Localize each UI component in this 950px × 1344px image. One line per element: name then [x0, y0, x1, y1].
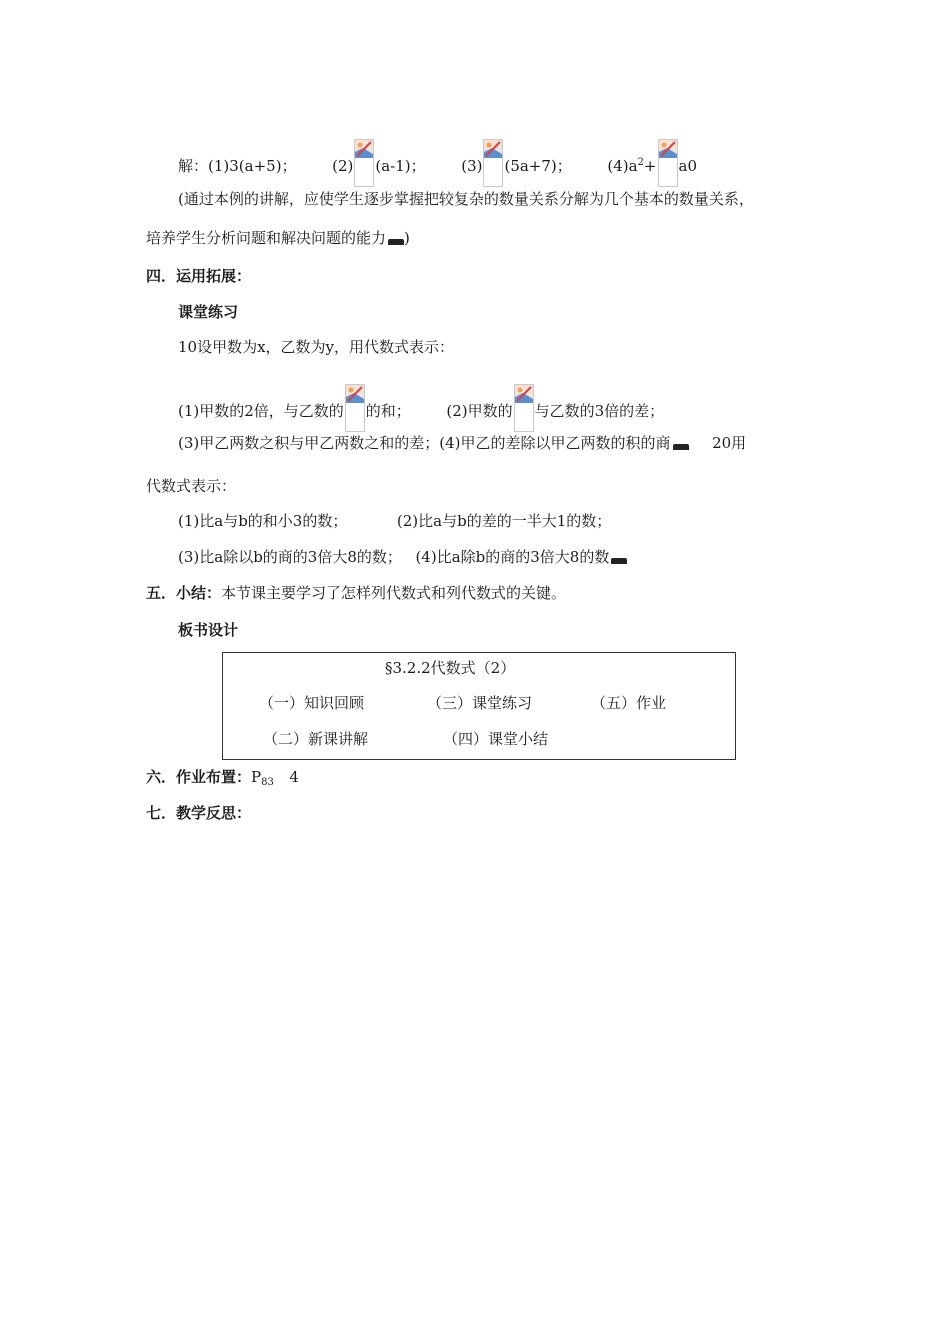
solution-part-2: (a-1)； [375, 157, 426, 175]
q2-1: (1)比a与b的和小3的数； [178, 512, 348, 530]
board-design-box [222, 652, 736, 760]
question-1-parts-ab [178, 384, 664, 432]
broken-image-icon [483, 139, 503, 187]
homework-page-prefix: P [251, 768, 262, 786]
board-item-2: （二）新课讲解 [263, 730, 369, 748]
solution-part-2-prefix: (2) [332, 157, 354, 175]
end-mark-icon [673, 444, 689, 450]
homework-page-number: 83 [261, 777, 274, 788]
board-title: §3.2.2代数式（2） [385, 659, 516, 677]
section-6-line [146, 767, 299, 793]
homework-exercise-number: 4 [289, 768, 299, 786]
solution-part-4-prefix: (4)a [607, 157, 638, 175]
board-item-4: （四）课堂小结 [443, 730, 549, 748]
note-line-1: (通过本例的讲解，应使学生逐步掌握把较复杂的数量关系分解为几个基本的数量关系， [178, 190, 754, 208]
q1-b-tail: 与乙数的3倍的差； [534, 402, 665, 420]
section-4-heading: 四．运用拓展： [146, 267, 252, 285]
question-1-intro: 10设甲数为x，乙数为y，用代数式表示： [178, 338, 455, 356]
section-5-heading: 五．小结： [146, 584, 222, 602]
broken-image-icon [514, 384, 534, 432]
question-2-intro: 代数式表示： [146, 477, 237, 495]
broken-image-icon [354, 139, 374, 187]
solution-part-4: a0 [678, 157, 697, 175]
question-2-start: 20用 [712, 434, 747, 452]
solution-part-1: (1)3(a+5)； [208, 157, 297, 175]
section-6-heading: 六．作业布置： [146, 768, 252, 786]
q2-3: (3)比a除以b的商的3倍大8的数； [178, 548, 402, 566]
q1-a-text: (1)甲数的2倍，与乙数的 [178, 402, 344, 420]
q2-4: (4)比a除b的商的3倍大8的数 [415, 548, 610, 566]
broken-image-icon [345, 384, 365, 432]
note-line-2: 培养学生分析问题和解决问题的能力 ) [146, 229, 410, 247]
question-1-parts-cd [178, 433, 746, 453]
q1-b-text: (2)甲数的 [446, 402, 513, 420]
end-mark-icon [388, 239, 404, 245]
q1-c-text: (3)甲乙两数之积与甲乙两数之和的差；(4)甲乙的差除以甲乙两数的积的商 [178, 434, 671, 452]
question-2-parts-12 [178, 511, 611, 531]
q1-a-tail: 的和； [365, 402, 411, 420]
solution-line [178, 139, 697, 187]
board-item-3: （三）课堂练习 [427, 694, 533, 712]
note-line-2-text: 培养学生分析问题和解决问题的能力 [146, 229, 387, 247]
board-design-heading: 板书设计 [178, 621, 239, 639]
section-4-subheading: 课堂练习 [178, 303, 239, 321]
section-5-line [146, 583, 566, 603]
question-2-parts-34 [178, 547, 627, 567]
solution-part-3-prefix: (3) [461, 157, 483, 175]
q2-2: (2)比a与b的差的一半大1的数； [396, 512, 612, 530]
end-mark-icon [611, 558, 627, 564]
solution-plus: + [643, 157, 657, 175]
section-5-text: 本节课主要学习了怎样列代数式和列代数式的关键。 [221, 584, 567, 602]
board-item-5: （五）作业 [591, 694, 667, 712]
solution-exponent: 2 [637, 157, 644, 168]
section-7-heading: 七．教学反思： [146, 804, 252, 822]
broken-image-icon [658, 139, 678, 187]
solution-part-3: (5a+7)； [504, 157, 572, 175]
solution-label: 解： [178, 157, 209, 175]
board-item-1: （一）知识回顾 [259, 694, 365, 712]
